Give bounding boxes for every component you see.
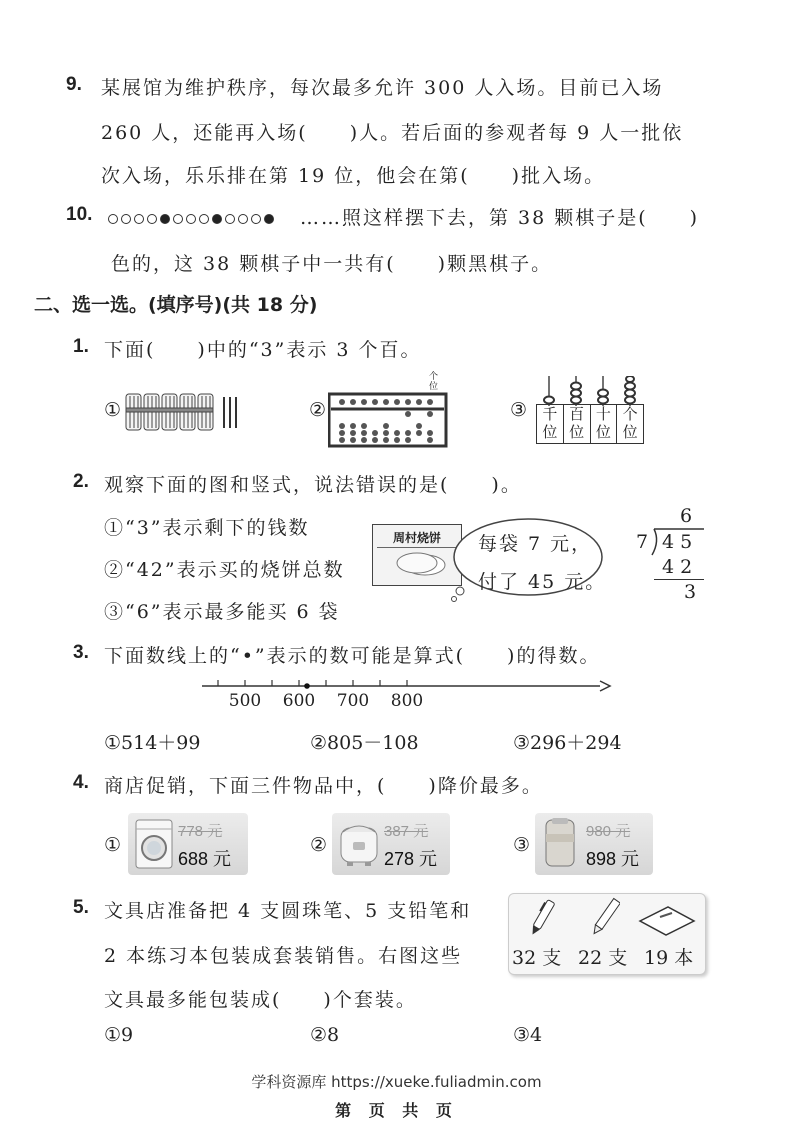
- option-text: ②805－108: [310, 732, 419, 754]
- sign-title: 周村烧饼: [377, 529, 457, 548]
- sale-price: 898 元: [586, 849, 640, 869]
- place-value-tens: 十 位: [591, 405, 618, 443]
- question-text-line: 某展馆为维护秩序，每次最多允许 300 人入场。目前已入场: [101, 77, 664, 99]
- division-line: [654, 579, 704, 580]
- black-chess-piece-icon: [212, 214, 222, 224]
- original-price: 387 元: [384, 823, 429, 840]
- sale-price: 688 元: [178, 849, 232, 869]
- question-text-line: 文具店准备把 4 支圆珠笔、5 支铅笔和: [104, 900, 472, 922]
- option-label: ③: [510, 399, 528, 421]
- black-chess-piece-icon: [264, 214, 274, 224]
- number-line-point: [304, 683, 310, 689]
- question-number: 3.: [73, 642, 89, 663]
- option-label: ③: [513, 834, 531, 856]
- option-text: ③“6”表示最多能买 6 袋: [104, 601, 340, 623]
- question-text-line: ……照这样摆下去，第 38 颗棋子是( ): [300, 207, 700, 229]
- counting-rods-icon: [534, 376, 646, 406]
- place-value-hundreds: 百 位: [564, 405, 591, 443]
- white-chess-piece-icon: [225, 214, 235, 224]
- ballpoint-pen-icon: [528, 897, 556, 939]
- question-text: 下面( )中的“3”表示 3 个百。: [104, 339, 422, 361]
- original-price: 980 元: [586, 823, 631, 840]
- question-number: 1.: [73, 336, 89, 357]
- number-line-label: 600: [282, 691, 316, 711]
- question-text-line: 260 人，还能再入场( )人。若后面的参观者每 9 人一批依: [101, 122, 684, 144]
- white-chess-piece-icon: [238, 214, 248, 224]
- chess-piece-sequence: [108, 209, 277, 221]
- place-value-ones: 个 位: [622, 405, 638, 441]
- option-text: ③4: [513, 1024, 543, 1046]
- option-text: ②“42”表示买的烧饼总数: [104, 559, 345, 581]
- white-chess-piece-icon: [108, 214, 118, 224]
- question-number: 5.: [73, 897, 89, 918]
- white-chess-piece-icon: [173, 214, 183, 224]
- white-chess-piece-icon: [251, 214, 261, 224]
- dividend: 4 5: [662, 531, 693, 553]
- section-title: 二、选一选。(填序号)(共 18 分): [34, 294, 318, 316]
- question-text-line: 色的，这 38 颗棋子中一共有( )颗黑棋子。: [111, 253, 553, 275]
- watermark: 学科资源库 https://xueke.fuliadmin.com: [251, 1073, 542, 1091]
- remainder: 3: [684, 581, 697, 603]
- option-label: ②: [310, 834, 328, 856]
- sesame-cakes-icon: [377, 548, 457, 580]
- divisor: 7: [636, 531, 649, 553]
- question-text: 下面数线上的“•”表示的数可能是算式( )的得数。: [104, 645, 601, 667]
- question-number: 9.: [66, 74, 82, 95]
- pen-count: 32 支: [512, 947, 562, 969]
- book-count: 19 本: [644, 947, 694, 969]
- option-label: ①: [104, 834, 122, 856]
- white-chess-piece-icon: [134, 214, 144, 224]
- bubble-text: 付了 45 元。: [478, 571, 607, 593]
- number-line-label: 800: [390, 691, 424, 711]
- question-number: 10.: [66, 204, 93, 225]
- white-chess-piece-icon: [186, 214, 196, 224]
- pencil-icon: [590, 897, 620, 939]
- option-text: ①514＋99: [104, 732, 201, 754]
- original-price: 778 元: [178, 823, 223, 840]
- pencil-count: 22 支: [578, 947, 628, 969]
- quotient: 6: [680, 505, 693, 527]
- option-label: ②: [309, 399, 327, 421]
- number-line-label: 500: [228, 691, 262, 711]
- white-chess-piece-icon: [147, 214, 157, 224]
- question-text: 观察下面的图和竖式，说法错误的是( )。: [104, 474, 522, 496]
- option-text: ①9: [104, 1024, 134, 1046]
- option-text: ①“3”表示剩下的钱数: [104, 517, 310, 539]
- question-text: 商店促销，下面三件物品中，( )降价最多。: [104, 775, 543, 797]
- long-division: [632, 505, 712, 605]
- option-text: ③296＋294: [513, 732, 622, 754]
- number-line: [196, 676, 616, 716]
- question-text-line: 2 本练习本包装成套装销售。右图这些: [104, 945, 463, 967]
- page-footer: 第 页 共 页: [335, 1101, 458, 1120]
- washing-machine-icon: [134, 818, 174, 870]
- question-text-line: 次入场，乐乐排在第 19 位，他会在第( )批入场。: [101, 165, 606, 187]
- sale-price: 278 元: [384, 849, 438, 869]
- number-line-label: 700: [336, 691, 370, 711]
- bundles-of-sticks-icon: [124, 392, 246, 434]
- product: 4 2: [662, 556, 693, 578]
- abacus-ones-label: 个 位: [429, 372, 439, 392]
- abacus-icon: [328, 390, 448, 448]
- option-label: ①: [104, 399, 122, 421]
- white-chess-piece-icon: [199, 214, 209, 224]
- question-text-line: 文具最多能包装成( )个套装。: [104, 989, 417, 1011]
- option-text: ②8: [310, 1024, 340, 1046]
- place-value-chart: [536, 404, 644, 444]
- place-value-thousands: 千 位: [537, 405, 564, 443]
- question-number: 4.: [73, 772, 89, 793]
- white-chess-piece-icon: [121, 214, 131, 224]
- bubble-text: 每袋 7 元，: [478, 533, 593, 555]
- question-number: 2.: [73, 471, 89, 492]
- rice-cooker-icon: [337, 818, 381, 868]
- black-chess-piece-icon: [160, 214, 170, 224]
- water-purifier-icon: [540, 816, 580, 870]
- exercise-book-icon: [638, 905, 696, 937]
